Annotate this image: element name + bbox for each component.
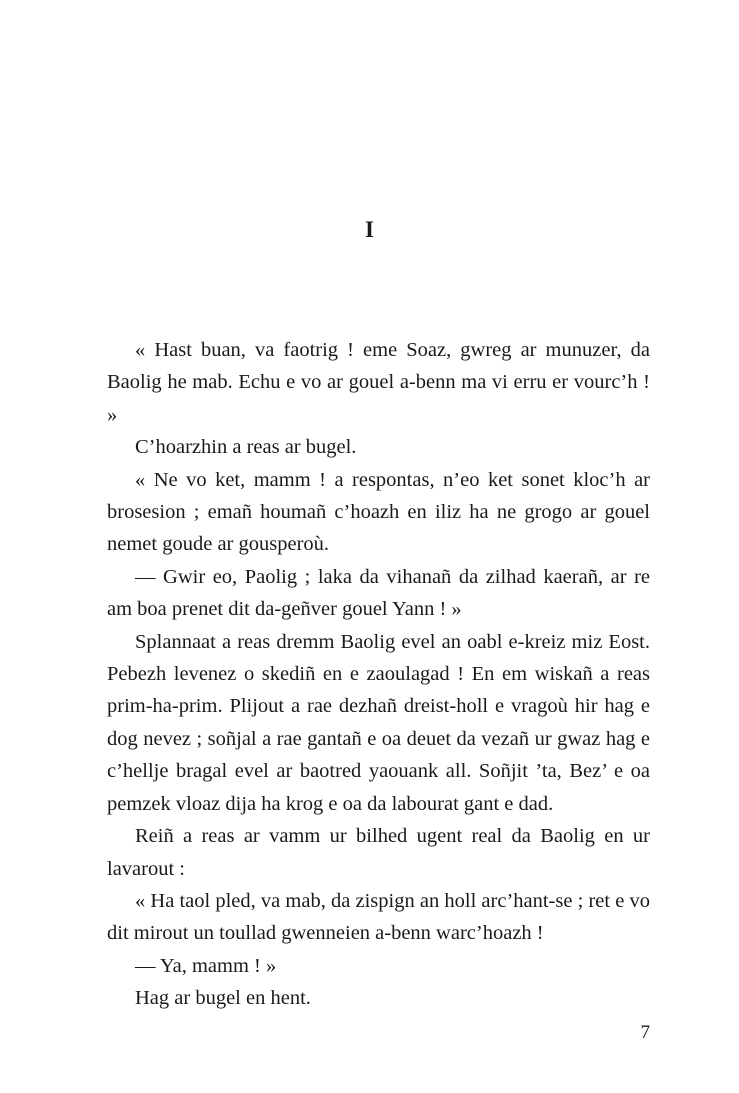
paragraph: Reiñ a reas ar vamm ur bilhed ugent real da Baolig en ur lavarout : [107, 825, 650, 880]
paragraph: — Gwir eo, Paolig ; laka da vihanañ da zilhad kaerañ, ar re am boa prenet dit da-geñver gouel Yann ! » [107, 565, 650, 621]
page-number: 7 [640, 1022, 650, 1043]
paragraph: « Ne vo ket, mamm ! a respontas, n’eo ket sonet kloc’h ar brosesion ; emañ houmañ c’hoazh en iliz ha ne grogo ar gouel nemet goude ar gousperoù. [107, 468, 650, 556]
body-text [107, 334, 650, 1015]
paragraph: — Ya, mamm ! » [135, 954, 277, 977]
paragraph: C’hoarzhin a reas ar bugel. [135, 436, 357, 459]
paragraph: Splannaat a reas dremm Baolig evel an oabl e-kreiz miz Eost. Pebezh levenez o skediñ en e zaoulagad ! En em wiskañ a reas prim-ha-prim. Plijout a rae dezhañ dreist-holl e vragoù hir hag e dog nevez ; soñjal a rae gantañ e oa deuet da vezañ ur gwaz hag e c’hellje bragal evel ar baotred yaouank all. Soñjit ’ta, Bez’ e oa pemzek vloaz dija ha krog e oa da labourat gant e dad. [107, 630, 650, 815]
paragraph: « Hast buan, va faotrig ! eme Soaz, gwreg ar munuzer, da Baolig he mab. Echu e vo ar gouel a-benn ma vi erru er vourc’h ! » [107, 339, 650, 426]
chapter-heading: I [365, 217, 374, 242]
paragraph: « Ha taol pled, va mab, da zispign an holl arc’hant-se ; ret e vo dit mirout un toullad gwenneien a-benn warc’hoazh ! [107, 889, 650, 945]
paragraph: Hag ar bugel en hent. [135, 987, 311, 1010]
